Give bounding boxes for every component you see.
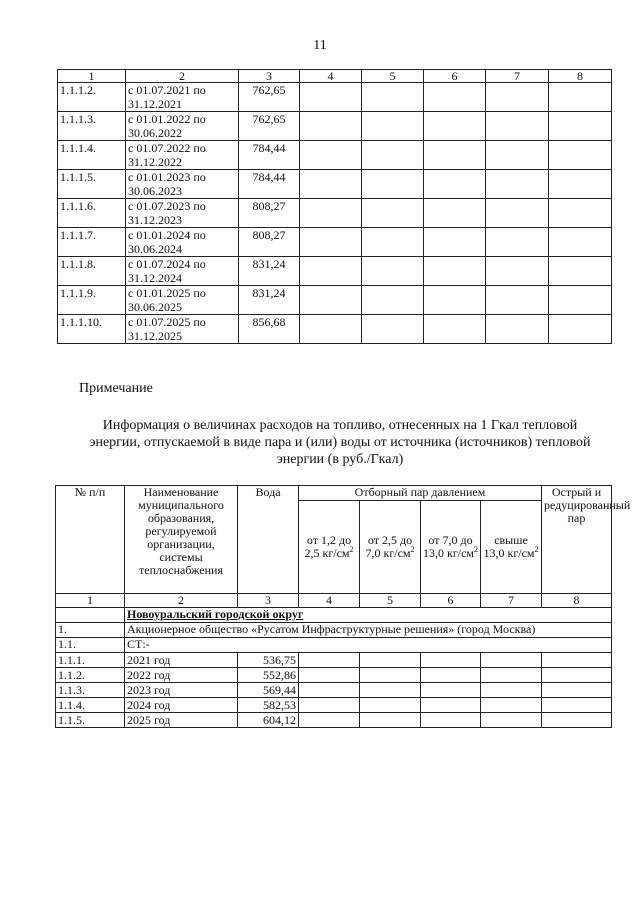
empty-cell (360, 668, 421, 683)
header-num: № п/п (56, 486, 125, 594)
column-index-row (56, 594, 612, 608)
period-end: 31.12.2022 (128, 155, 182, 169)
empty-cell (299, 713, 360, 728)
row-number: 1.1.3. (56, 683, 125, 698)
empty-cell (299, 698, 360, 713)
row-number: 1.1.1.4. (58, 141, 126, 170)
table-row (58, 257, 612, 286)
water-value: 536,75 (238, 653, 299, 668)
empty-cell (421, 698, 481, 713)
table-row (58, 83, 612, 112)
empty-cell (549, 257, 612, 286)
empty-cell (549, 286, 612, 315)
empty-cell (486, 257, 549, 286)
header-pressure-3 (421, 501, 481, 594)
system-row (56, 638, 612, 653)
empty-cell (486, 199, 549, 228)
empty-cell (362, 228, 424, 257)
empty-cell (300, 286, 362, 315)
period-start: с 01.07.2023 по (128, 199, 206, 213)
empty-cell (549, 199, 612, 228)
value-cell: 762,65 (239, 83, 300, 112)
period-start: с 01.01.2024 по (128, 228, 206, 242)
row-number: 1.1.1.8. (58, 257, 126, 286)
period-start: с 01.07.2021 по (128, 83, 206, 97)
period-cell (126, 112, 239, 141)
header-sharp-steam: Острый и редуцированный пар (542, 486, 612, 594)
table-row (56, 653, 612, 668)
empty-cell (421, 683, 481, 698)
empty-cell (424, 199, 486, 228)
period-start: с 01.07.2022 по (128, 141, 206, 155)
table-row (56, 668, 612, 683)
district-label: Новоуральский городской округ (127, 607, 304, 621)
period-cell (126, 286, 239, 315)
empty-cell (424, 112, 486, 141)
fuel-cost-table (55, 485, 631, 728)
info-title: Информация о величинах расходов на топливо, отнесенных на 1 Гкал тепловой энергии, отпускаемой в виде пара и (или) воды от источника (источников) тепловой энергии (в руб./Гкал) (89, 418, 591, 467)
header-pressure-4-label: свыше 13,0 кг/см (483, 533, 535, 560)
district-num (56, 608, 125, 623)
superscript: 2 (474, 545, 479, 554)
empty-cell (486, 286, 549, 315)
empty-cell (424, 170, 486, 199)
period-end: 30.06.2024 (128, 242, 182, 256)
empty-cell (481, 713, 542, 728)
period-end: 30.06.2025 (128, 300, 182, 314)
header-pressure-2 (360, 501, 421, 594)
value-cell: 762,65 (239, 112, 300, 141)
empty-cell (542, 653, 612, 668)
empty-cell (424, 257, 486, 286)
column-index: 6 (424, 70, 486, 83)
empty-cell (542, 683, 612, 698)
column-index: 4 (299, 594, 360, 608)
superscript: 2 (349, 545, 354, 554)
table-row (58, 286, 612, 315)
table-row (58, 315, 612, 344)
row-number: 1.1.1.3. (58, 112, 126, 141)
empty-cell (486, 315, 549, 344)
table-row (58, 199, 612, 228)
empty-cell (300, 141, 362, 170)
empty-cell (549, 170, 612, 199)
empty-cell (542, 668, 612, 683)
empty-cell (362, 170, 424, 199)
header-name: Наименование муниципального образования, регулируемой организации, системы теплоснабжения (125, 486, 238, 594)
empty-cell (299, 683, 360, 698)
empty-cell (549, 315, 612, 344)
row-number: 1.1.1.2. (58, 83, 126, 112)
empty-cell (300, 170, 362, 199)
empty-cell (360, 698, 421, 713)
row-number: 1.1.1.5. (58, 170, 126, 199)
empty-cell (362, 141, 424, 170)
period-start: с 01.01.2025 по (128, 286, 206, 300)
page-number: 11 (313, 38, 327, 53)
empty-cell (362, 83, 424, 112)
column-index: 1 (58, 70, 126, 83)
empty-cell (424, 315, 486, 344)
period-cell (126, 83, 239, 112)
water-value: 552,86 (238, 668, 299, 683)
table-row (58, 141, 612, 170)
empty-cell (299, 668, 360, 683)
value-cell: 831,24 (239, 286, 300, 315)
table-row (58, 228, 612, 257)
water-value: 604,12 (238, 713, 299, 728)
period-cell (126, 257, 239, 286)
column-index: 8 (549, 70, 612, 83)
column-index: 7 (486, 70, 549, 83)
table-row (58, 170, 612, 199)
period-cell (126, 170, 239, 199)
empty-cell (481, 653, 542, 668)
empty-cell (542, 713, 612, 728)
value-cell: 784,44 (239, 170, 300, 199)
column-index: 7 (481, 594, 542, 608)
tariff-table (57, 69, 612, 344)
row-number: 1.1.1. (56, 653, 125, 668)
empty-cell (424, 286, 486, 315)
header-water: Вода (238, 486, 299, 594)
column-index: 6 (421, 594, 481, 608)
organization-num: 1. (56, 623, 125, 638)
table-row (56, 713, 612, 728)
empty-cell (360, 713, 421, 728)
header-pressure-4 (481, 501, 542, 594)
year-cell: 2021 год (125, 653, 238, 668)
year-cell: 2022 год (125, 668, 238, 683)
year-cell: 2024 год (125, 698, 238, 713)
empty-cell (300, 257, 362, 286)
empty-cell (421, 668, 481, 683)
period-end: 31.12.2021 (128, 97, 182, 111)
empty-cell (421, 713, 481, 728)
period-end: 30.06.2022 (128, 126, 182, 140)
empty-cell (362, 315, 424, 344)
empty-cell (421, 653, 481, 668)
period-end: 31.12.2025 (128, 329, 182, 343)
column-index: 5 (360, 594, 421, 608)
district-row (56, 608, 612, 623)
table-row (56, 683, 612, 698)
row-number: 1.1.1.7. (58, 228, 126, 257)
empty-cell (486, 228, 549, 257)
empty-cell (549, 83, 612, 112)
period-start: с 01.07.2025 по (128, 315, 206, 329)
header-pressure-1 (299, 501, 360, 594)
empty-cell (362, 257, 424, 286)
value-cell: 784,44 (239, 141, 300, 170)
period-start: с 01.01.2023 по (128, 170, 206, 184)
empty-cell (362, 286, 424, 315)
period-end: 31.12.2024 (128, 271, 182, 285)
empty-cell (424, 228, 486, 257)
column-index: 8 (542, 594, 612, 608)
column-index: 1 (56, 594, 125, 608)
year-cell: 2025 год (125, 713, 238, 728)
empty-cell (300, 228, 362, 257)
empty-cell (300, 83, 362, 112)
header-pressure-2-label: от 2,5 до 7,0 кг/см (365, 533, 413, 560)
empty-cell (549, 228, 612, 257)
column-index: 2 (126, 70, 239, 83)
system-name: СТ:- (125, 638, 612, 653)
header-steam: Отборный пар давлением (299, 486, 542, 501)
value-cell: 831,24 (239, 257, 300, 286)
header-pressure-1-label: от 1,2 до 2,5 кг/см (304, 533, 352, 560)
water-value: 582,53 (238, 698, 299, 713)
organization-row (56, 623, 612, 638)
value-cell: 808,27 (239, 228, 300, 257)
empty-cell (424, 83, 486, 112)
empty-cell (424, 141, 486, 170)
table-row (58, 112, 612, 141)
period-end: 31.12.2023 (128, 213, 182, 227)
period-start: с 01.01.2022 по (128, 112, 206, 126)
row-number: 1.1.4. (56, 698, 125, 713)
empty-cell (486, 112, 549, 141)
empty-cell (486, 141, 549, 170)
period-cell (126, 141, 239, 170)
empty-cell (362, 199, 424, 228)
period-start: с 01.07.2024 по (128, 257, 206, 271)
column-index: 3 (239, 70, 300, 83)
row-number: 1.1.5. (56, 713, 125, 728)
empty-cell (486, 170, 549, 199)
table-row (56, 698, 612, 713)
period-cell (126, 228, 239, 257)
superscript: 2 (534, 545, 539, 554)
empty-cell (360, 683, 421, 698)
superscript: 2 (410, 545, 415, 554)
row-number: 1.1.2. (56, 668, 125, 683)
table-header-row (58, 70, 612, 83)
value-cell: 856,68 (239, 315, 300, 344)
column-index: 2 (125, 594, 238, 608)
note-label: Примечание (79, 381, 153, 396)
empty-cell (481, 668, 542, 683)
column-index: 4 (300, 70, 362, 83)
empty-cell (481, 683, 542, 698)
empty-cell (481, 698, 542, 713)
organization-name: Акционерное общество «Русатом Инфраструктурные решения» (город Москва) (125, 623, 612, 638)
period-end: 30.06.2023 (128, 184, 182, 198)
empty-cell (362, 112, 424, 141)
row-number: 1.1.1.6. (58, 199, 126, 228)
empty-cell (299, 653, 360, 668)
period-cell (126, 315, 239, 344)
empty-cell (300, 199, 362, 228)
empty-cell (360, 653, 421, 668)
period-cell (126, 199, 239, 228)
empty-cell (549, 141, 612, 170)
empty-cell (486, 83, 549, 112)
district-name (125, 608, 612, 623)
empty-cell (542, 698, 612, 713)
value-cell: 808,27 (239, 199, 300, 228)
row-number: 1.1.1.9. (58, 286, 126, 315)
year-cell: 2023 год (125, 683, 238, 698)
empty-cell (300, 315, 362, 344)
column-index: 3 (238, 594, 299, 608)
system-num: 1.1. (56, 638, 125, 653)
empty-cell (549, 112, 612, 141)
row-number: 1.1.1.10. (58, 315, 126, 344)
empty-cell (300, 112, 362, 141)
header-pressure-3-label: от 7,0 до 13,0 кг/см (423, 533, 475, 560)
column-index: 5 (362, 70, 424, 83)
water-value: 569,44 (238, 683, 299, 698)
